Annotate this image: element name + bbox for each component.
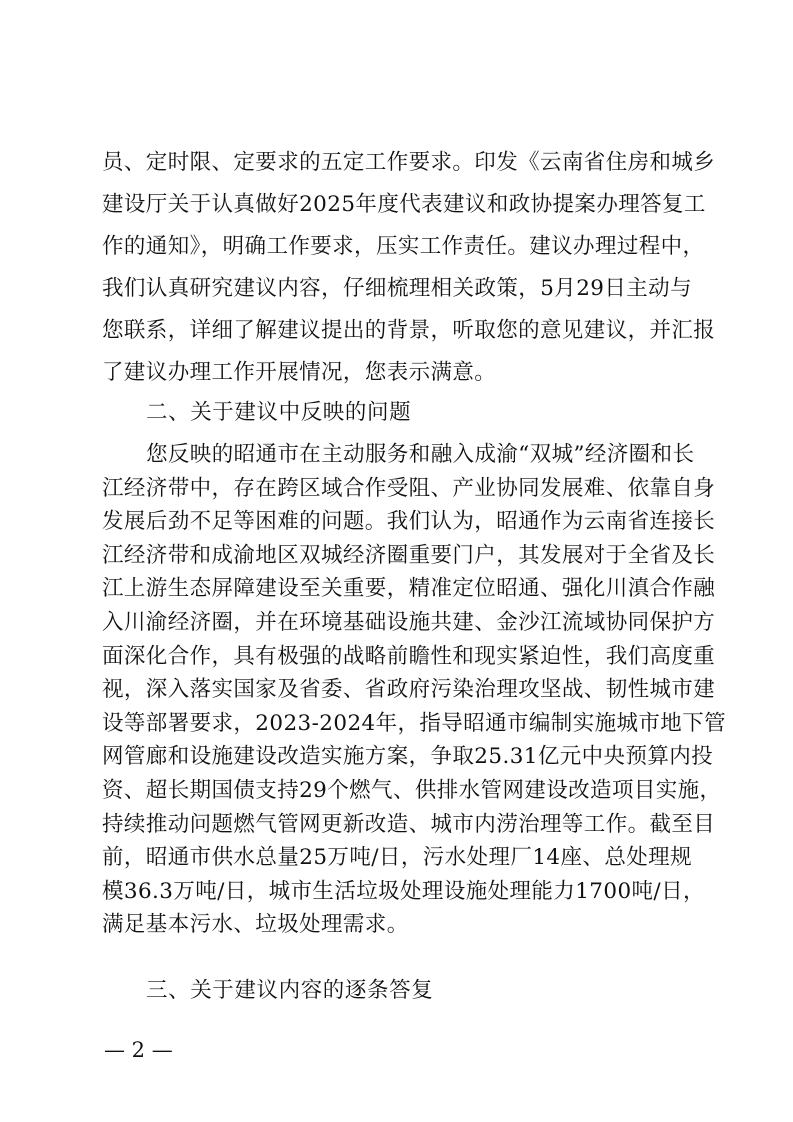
paragraph-line: 发展后劲不足等困难的问题。我们认为，昭通作为云南省连接长: [102, 509, 716, 534]
paragraph-line: 员、定时限、定要求的五定工作要求。印发《云南省住房和城乡: [102, 150, 716, 175]
section-heading-2: 二、关于建议中反映的问题: [146, 400, 412, 425]
paragraph-line: 您联系，详细了解建议提出的背景，听取您的意见建议，并汇报: [102, 318, 716, 343]
paragraph-line: 江经济带和成渝地区双城经济圈重要门户，其发展对于全省及长: [102, 543, 716, 568]
paragraph-line: 您反映的昭通市在主动服务和融入成渝“双城”经济圈和长: [146, 442, 695, 467]
paragraph-line: 江上游生态屏障建设至关重要，精准定位昭通、强化川滇合作融: [102, 576, 716, 601]
page-number: — 2 —: [104, 1038, 173, 1062]
paragraph-line: 视，深入落实国家及省委、省政府污染治理攻坚战、韧性城市建: [102, 677, 716, 702]
paragraph-line: 前，昭通市供水总量25万吨/日，污水处理厂14座、总处理规: [102, 845, 692, 870]
paragraph-line: 资、超长期国债支持29个燃气、供排水管网建设改造项目实施，: [102, 778, 722, 803]
paragraph-line: 我们认真研究建议内容，仔细梳理相关政策，5月29日主动与: [102, 276, 692, 301]
paragraph-line: 江经济带中，存在跨区域合作受阻、产业协同发展难、依靠自身: [102, 476, 716, 501]
paragraph-line: 满足基本污水、垃圾处理需求。: [102, 912, 409, 937]
paragraph-line: 入川渝经济圈，并在环境基础设施共建、金沙江流域协同保护方: [102, 610, 716, 635]
paragraph-line: 作的通知》，明确工作要求，压实工作责任。建议办理过程中，: [102, 234, 705, 259]
paragraph-line: 面深化合作，具有极强的战略前瞻性和现实紧迫性，我们高度重: [102, 644, 716, 669]
paragraph-line: 模36.3万吨/日，城市生活垃圾处理设施处理能力1700吨/日，: [102, 879, 705, 904]
paragraph-line: 持续推动问题燃气管网更新改造、城市内涝治理等工作。截至目: [102, 812, 716, 837]
paragraph-line: 建设厅关于认真做好2025年度代表建议和政协提案办理答复工: [102, 192, 706, 217]
paragraph-line: 网管廊和设施建设改造实施方案，争取25.31亿元中央预算内投: [102, 744, 714, 769]
section-heading-3: 三、关于建议内容的逐条答复: [146, 978, 434, 1003]
paragraph-line: 设等部署要求，2023-2024年，指导昭通市编制实施城市地下管: [102, 711, 726, 736]
paragraph-line: 了建议办理工作开展情况，您表示满意。: [102, 360, 497, 385]
